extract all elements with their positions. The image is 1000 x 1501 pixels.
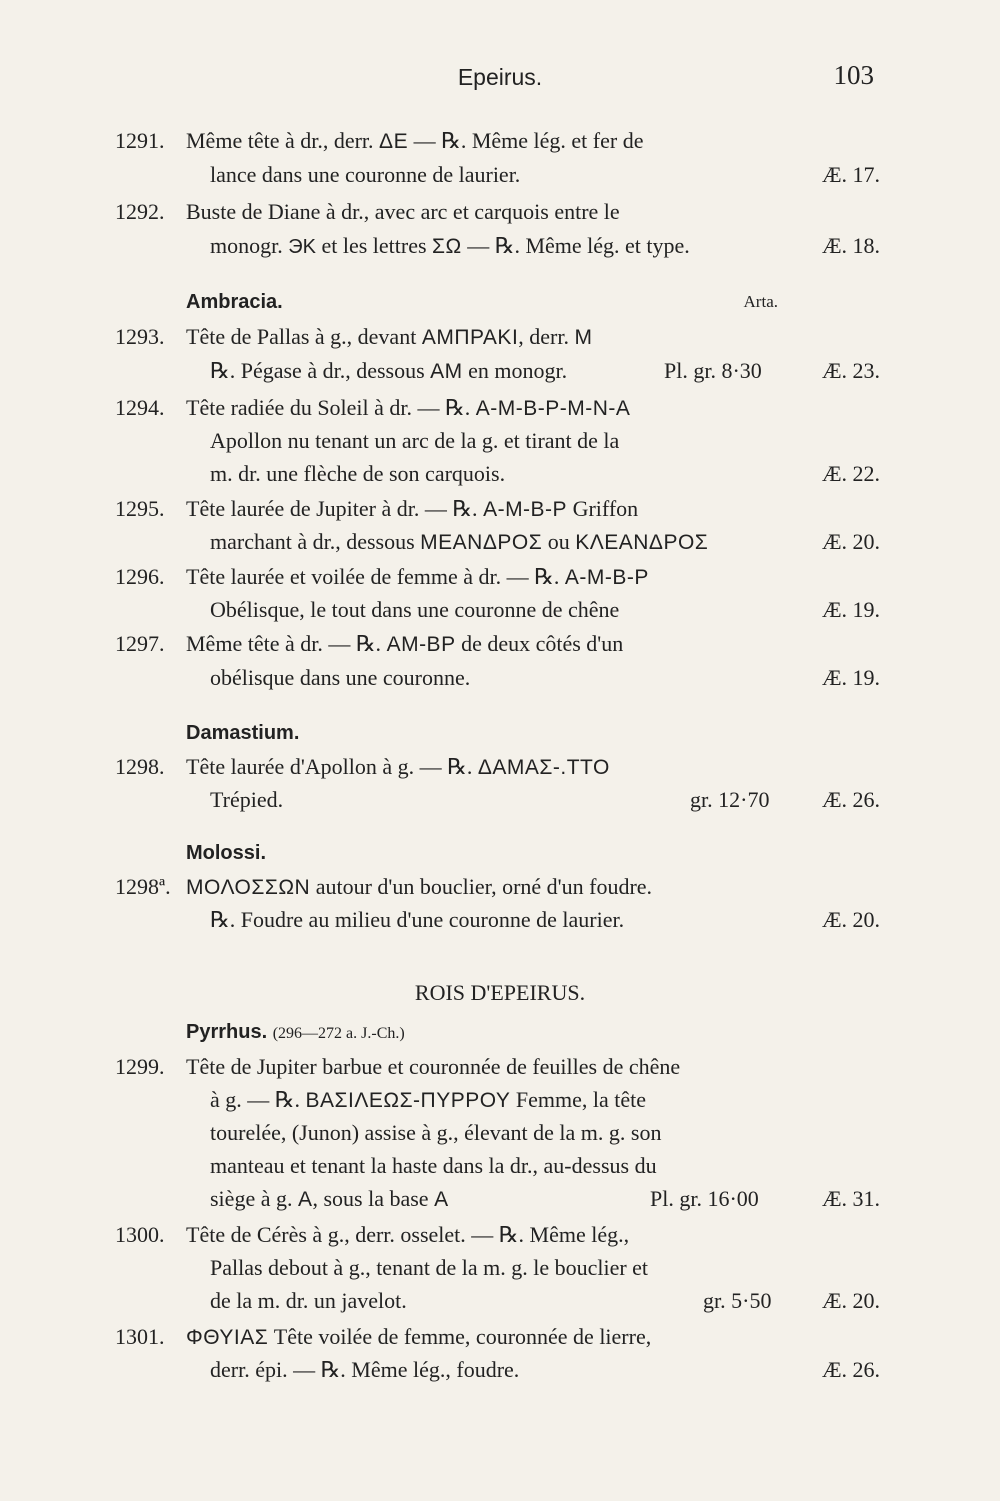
page-title: Epeirus. — [457, 64, 543, 90]
entry-1298-line-2 — [0, 783, 1000, 817]
metal-size: Æ. 23. — [821, 358, 880, 383]
entry-number: 1291. — [115, 128, 165, 153]
modern-name: Arta. — [743, 292, 778, 311]
entry-1295-line-1 — [0, 492, 1000, 526]
entry-text: Pallas debout à g., tenant de la m. g. le bouclier et — [210, 1255, 649, 1280]
page-number: 103 — [833, 60, 874, 90]
entry-text: ℞. Pégase à dr., dessous AM en monogr. — [210, 358, 568, 383]
entry-1295-line-2 — [0, 525, 1000, 559]
entry-number: 1298. — [115, 754, 165, 779]
entry-text: Buste de Diane à dr., avec arc et carquois entre le — [186, 199, 620, 224]
metal-size: Æ. 20. — [821, 529, 880, 554]
metal-size: Æ. 22. — [821, 461, 880, 486]
entry-text: Obélisque, le tout dans une couronne de chêne — [210, 597, 620, 622]
entry-1299-line-4 — [0, 1149, 1000, 1183]
entry-text: tourelée, (Junon) assise à g., élevant de la m. g. son — [210, 1120, 662, 1145]
entry-1293-line-2 — [0, 354, 1000, 388]
entry-text: ℞. Foudre au milieu d'une couronne de laurier. — [210, 907, 625, 932]
metal-size: Æ. 26. — [821, 1357, 880, 1382]
entry-text: Tête de Pallas à g., devant ΑΜΠΡΑΚΙ, derr. M — [186, 324, 593, 349]
entry-1292-line-1 — [0, 195, 1000, 229]
ruler-heading: Pyrrhus. (296—272 a. J.-Ch.) — [186, 1021, 405, 1043]
entry-text: de la m. dr. un javelot. — [210, 1288, 407, 1313]
entry-1301-line-1 — [0, 1320, 1000, 1354]
metal-size: Æ. 20. — [821, 1288, 880, 1313]
ruler-pyrrhus — [0, 1015, 1000, 1049]
entry-text: Tête laurée et voilée de femme à dr. — ℞. A-M-B-P — [186, 564, 649, 589]
entry-number: 1301. — [115, 1324, 165, 1349]
entry-text: marchant à dr., dessous ΜΕΑΝΔΡΟΣ ou ΚΛΕΑΝΔΡΟΣ — [210, 529, 709, 554]
section-rois — [0, 976, 1000, 1010]
weight: Pl. gr. 16·00 — [650, 1186, 759, 1211]
entry-text: derr. épi. — ℞. Même lég., foudre. — [210, 1357, 520, 1382]
entry-number: 1300. — [115, 1222, 165, 1247]
metal-size: Æ. 26. — [821, 787, 880, 812]
entry-1291-line-2 — [0, 158, 1000, 192]
entry-text: ΦΘΥΙΑΣ Tête voilée de femme, couronnée de lierre, — [186, 1324, 652, 1349]
entry-1298a-line-1 — [0, 870, 1000, 904]
entry-number: 1294. — [115, 395, 165, 420]
entry-text: ΜΟΛΟΣΣΩΝ autour d'un bouclier, orné d'un foudre. — [186, 874, 653, 899]
entry-1299-line-5 — [0, 1182, 1000, 1216]
entry-text: siège à g. A, sous la base A — [210, 1186, 449, 1211]
entry-1292-line-2 — [0, 229, 1000, 263]
region-ambracia — [0, 285, 1000, 319]
entry-text: monogr. ЭK et les lettres ΣΩ — ℞. Même lég. et type. — [210, 233, 690, 258]
entry-1299-line-2 — [0, 1083, 1000, 1117]
section-title: ROIS D'EPEIRUS. — [414, 980, 586, 1005]
entry-text: Tête laurée d'Apollon à g. — ℞. ΔΑΜΑΣ-.ΤΤΟ — [186, 754, 610, 779]
metal-size: Æ. 19. — [821, 665, 880, 690]
entry-1294-line-2 — [0, 424, 1000, 458]
entry-number: 1299. — [115, 1054, 165, 1079]
entry-text: Tête de Jupiter barbue et couronnée de feuilles de chêne — [186, 1054, 681, 1079]
region-molossi — [0, 836, 1000, 870]
entry-1300-line-2 — [0, 1251, 1000, 1285]
region-heading: Molossi. — [186, 842, 267, 864]
metal-size: Æ. 20. — [821, 907, 880, 932]
entry-1297-line-1 — [0, 627, 1000, 661]
entry-text: m. dr. une flèche de son carquois. — [210, 461, 506, 486]
entry-1301-line-2 — [0, 1353, 1000, 1387]
entry-1300-line-1 — [0, 1218, 1000, 1252]
weight: Pl. gr. 8·30 — [664, 358, 762, 383]
entry-text: Tête de Cérès à g., derr. osselet. — ℞. Même lég., — [186, 1222, 630, 1247]
entry-1296-line-1 — [0, 560, 1000, 594]
entry-1296-line-2 — [0, 593, 1000, 627]
running-head — [0, 60, 1000, 100]
region-heading: Damastium. — [186, 722, 300, 744]
entry-text: lance dans une couronne de laurier. — [210, 162, 521, 187]
entry-number: 1292. — [115, 199, 165, 224]
entry-1294-line-1 — [0, 391, 1000, 425]
entry-1300-line-3 — [0, 1284, 1000, 1318]
entry-1297-line-2 — [0, 661, 1000, 695]
metal-size: Æ. 18. — [821, 233, 880, 258]
region-heading: Ambracia. — [186, 291, 283, 313]
entry-text: Même tête à dr. — ℞. AM-BP de deux côtés d'un — [186, 631, 624, 656]
entry-text: Tête radiée du Soleil à dr. — ℞. A-M-B-P-M-N-A — [186, 395, 631, 420]
entry-number: 1297. — [115, 631, 165, 656]
weight: gr. 5·50 — [703, 1288, 772, 1313]
metal-size: Æ. 19. — [821, 597, 880, 622]
entry-number: 1298ª. — [115, 874, 171, 899]
metal-size: Æ. 17. — [821, 162, 880, 187]
region-damastium — [0, 716, 1000, 750]
entry-number: 1295. — [115, 496, 165, 521]
entry-text: Apollon nu tenant un arc de la g. et tirant de la — [210, 428, 620, 453]
entry-text: manteau et tenant la haste dans la dr., au-dessus du — [210, 1153, 657, 1178]
entry-text: Même tête à dr., derr. ΔΕ — ℞. Même lég. et fer de — [186, 128, 644, 153]
entry-1299-line-3 — [0, 1116, 1000, 1150]
weight: gr. 12·70 — [690, 787, 770, 812]
entry-text: Trépied. — [210, 787, 284, 812]
entry-1293-line-1 — [0, 320, 1000, 354]
entry-text: obélisque dans une couronne. — [210, 665, 471, 690]
entry-1291-line-1 — [0, 124, 1000, 158]
entry-1294-line-3 — [0, 457, 1000, 491]
entry-number: 1293. — [115, 324, 165, 349]
entry-text: Tête laurée de Jupiter à dr. — ℞. A-M-B-P Griffon — [186, 496, 639, 521]
entry-number: 1296. — [115, 564, 165, 589]
entry-text: à g. — ℞. ΒΑΣΙΛΕΩΣ-ΠΥΡΡΟΥ Femme, la tête — [210, 1087, 647, 1112]
metal-size: Æ. 31. — [821, 1186, 880, 1211]
entry-1298a-line-2 — [0, 903, 1000, 937]
entry-1299-line-1 — [0, 1050, 1000, 1084]
entry-1298-line-1 — [0, 750, 1000, 784]
